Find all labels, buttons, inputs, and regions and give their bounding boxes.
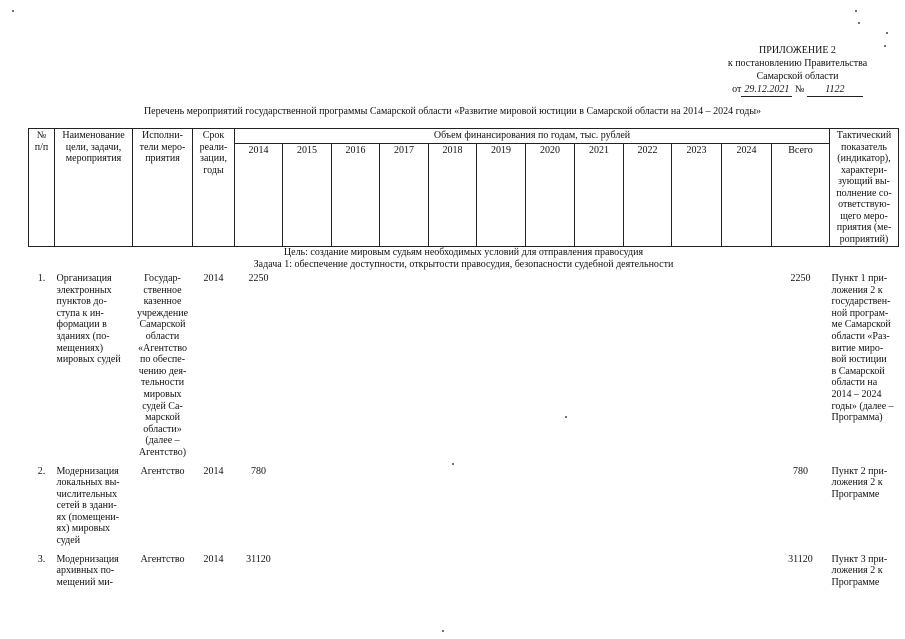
table-row xyxy=(29,551,899,593)
row-2014: 31120 xyxy=(246,553,271,565)
row-executor: Государ- ственное казенное учреждение Самарской области «Агентство по обеспе- чению дея- тельности мировых судей Са- марской области» (далее – Агентство) xyxy=(136,273,189,458)
header-funding: Объем финансирования по годам, тыс. рублей xyxy=(235,129,830,144)
header-year: 2018 xyxy=(429,144,477,247)
goal-text: Цель: создание мировым судьям необходимых условий для отправления правосудия xyxy=(283,247,644,258)
row-name: Модернизация локальных вы- числительных сетей в здани- ях (помещени- ях) мировых судей xyxy=(56,465,120,547)
table-row xyxy=(29,270,899,463)
table-row xyxy=(29,463,899,551)
scan-speck xyxy=(12,10,14,12)
header-executor: Исполни- тели меро- приятия xyxy=(133,129,193,247)
header-year: 2023 xyxy=(672,144,722,247)
appendix-resolution: к постановлению Правительства xyxy=(727,58,868,69)
header-year: 2017 xyxy=(380,144,429,247)
document-title: Перечень мероприятий государственной программы Самарской области «Развитие мировой юстиции в Самарской области на 2014 – 2024 годы» xyxy=(143,106,762,117)
row-term: 2014 xyxy=(203,465,224,477)
row-indicator: Пункт 3 при- ложения 2 к Программе xyxy=(831,553,888,588)
row-number: 2. xyxy=(37,465,46,477)
number-value: 1122 xyxy=(807,83,863,97)
header-name: Наименование цели, задачи, мероприятия xyxy=(55,129,133,247)
appendix-title: ПРИЛОЖЕНИЕ 2 xyxy=(759,45,836,56)
header-year: 2014 xyxy=(235,144,283,247)
scan-speck xyxy=(565,416,567,418)
scan-speck xyxy=(452,463,454,465)
header-total: Всего xyxy=(772,144,830,247)
header-year: 2020 xyxy=(526,144,575,247)
row-total: 31120 xyxy=(788,553,813,565)
appendix-header xyxy=(700,44,895,97)
row-name: Организация электронных пунктов до- ступа к ин- формации в зданиях (по- мещениях) мировых судей xyxy=(56,273,121,366)
number-prefix: № xyxy=(794,84,805,95)
scan-speck xyxy=(855,10,857,12)
row-executor: Агентство xyxy=(140,553,185,565)
date-prefix: от xyxy=(732,84,742,95)
row-2014: 780 xyxy=(251,465,266,477)
scan-speck xyxy=(858,22,860,24)
header-year: 2019 xyxy=(477,144,526,247)
row-2014: 2250 xyxy=(248,273,269,284)
header-indicator: Тактический показатель (индикатор), характери- зующий вы- полнение со- ответствую- щего меро- приятия (ме- роприятий) xyxy=(830,129,899,247)
row-term: 2014 xyxy=(203,273,224,284)
task-text: Задача 1: обеспечение доступности, открытости правосудия, безопасности судебной деятельности xyxy=(253,259,674,270)
header-number: № п/п xyxy=(29,129,55,247)
date-value: 29.12.2021 xyxy=(741,83,792,97)
row-total: 780 xyxy=(793,465,808,477)
row-indicator: Пункт 2 при- ложения 2 к Программе xyxy=(831,465,888,500)
scan-speck xyxy=(886,32,888,34)
row-executor: Агентство xyxy=(140,465,185,477)
header-year: 2022 xyxy=(624,144,672,247)
header-year: 2024 xyxy=(722,144,772,247)
row-total: 2250 xyxy=(790,273,811,284)
row-name: Модернизация архивных по- мещений ми- xyxy=(56,553,119,588)
header-year: 2015 xyxy=(283,144,332,247)
scan-speck xyxy=(442,630,444,632)
measures-table xyxy=(28,128,899,592)
appendix-region: Самарской области xyxy=(756,71,839,82)
row-number: 3. xyxy=(37,553,46,565)
appendix-date-number xyxy=(700,83,895,97)
row-term: 2014 xyxy=(203,553,224,565)
header-term: Срок реали- зации, годы xyxy=(193,129,235,247)
row-indicator: Пункт 1 при- ложения 2 к государствен- ной програм- ме Самарской области «Раз- витие миро- вой юстиции в Самарской области на 2014 – 2024 годы» (далее – Программа) xyxy=(831,273,894,424)
row-number: 1. xyxy=(37,273,46,284)
header-year: 2021 xyxy=(575,144,624,247)
header-year: 2016 xyxy=(332,144,380,247)
scan-speck xyxy=(884,45,886,47)
